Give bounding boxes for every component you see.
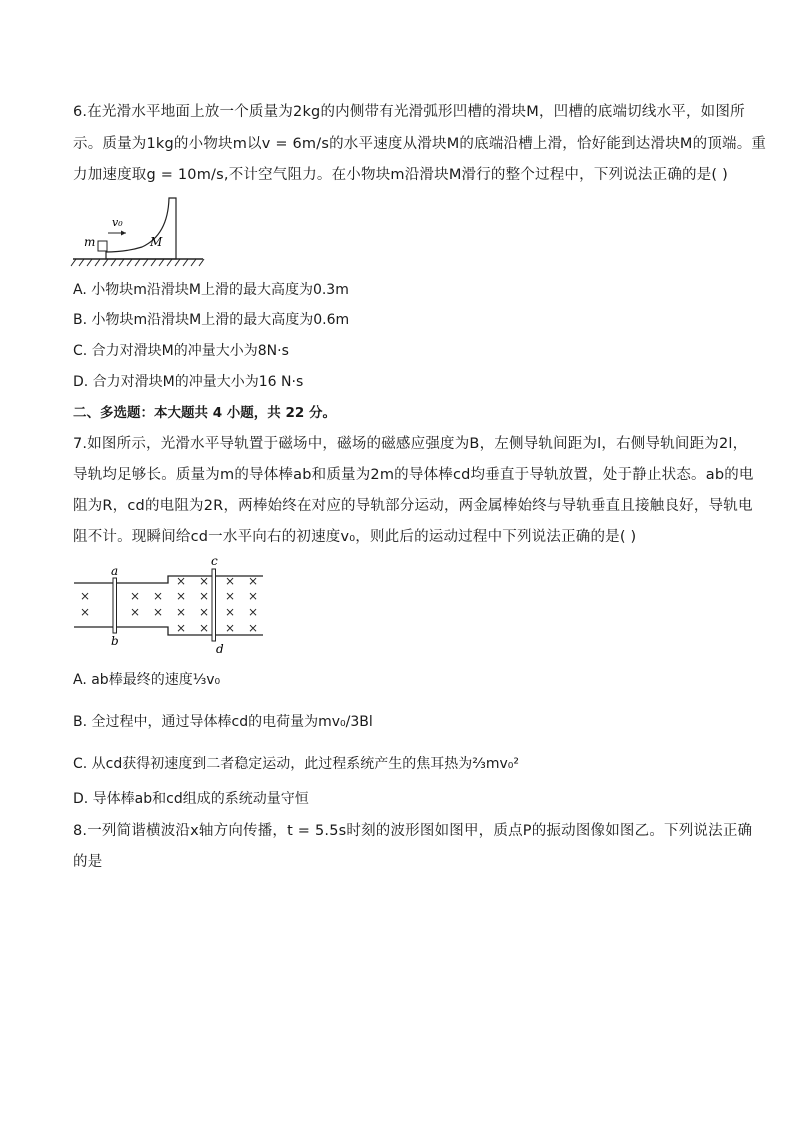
q7-option-c: C. 从cd获得初速度到二者稳定运动，此过程系统产生的焦耳热为⅔mv₀² — [73, 756, 519, 772]
q7-figure — [68, 552, 268, 658]
q7-rod-cd — [212, 569, 216, 641]
svg-text:×: × — [176, 621, 187, 635]
svg-text:×: × — [248, 589, 259, 603]
svg-text:×: × — [225, 605, 236, 619]
q6-label-M: M — [150, 235, 163, 249]
svg-text:×: × — [80, 589, 91, 603]
q7-label-a: a — [111, 564, 119, 578]
svg-text:×: × — [153, 605, 164, 619]
svg-text:×: × — [225, 574, 236, 588]
svg-text:×: × — [130, 605, 141, 619]
q7-label-c: c — [211, 554, 218, 568]
svg-text:×: × — [248, 621, 259, 635]
svg-text:×: × — [225, 621, 236, 635]
q8-line-2: 的是 — [73, 854, 103, 870]
svg-text:×: × — [130, 589, 141, 603]
q6-line-2: 示。质量为1kg的小物块m以v = 6m/s的水平速度从滑块M的底端沿槽上滑，恰好能到达滑块M的顶端。重 — [73, 136, 767, 152]
svg-text:×: × — [199, 589, 210, 603]
svg-text:×: × — [248, 605, 259, 619]
svg-text:×: × — [248, 574, 259, 588]
q7-label-d: d — [216, 642, 224, 656]
q7-line-1: 7.如图所示，光滑水平导轨置于磁场中，磁场的磁感应强度为B，左侧导轨间距为l，右侧导轨间距为2l， — [73, 436, 748, 452]
svg-text:×: × — [199, 621, 210, 635]
svg-text:×: × — [199, 574, 210, 588]
q7-rod-ab — [113, 578, 117, 633]
q7-option-a: A. ab棒最终的速度⅓v₀ — [73, 672, 221, 688]
q6-option-a: A. 小物块m沿滑块M上滑的最大高度为0.3m — [73, 282, 349, 298]
q6-line-3: 力加速度取g = 10m/s,不计空气阻力。在小物块m沿滑块M滑行的整个过程中，下列说法正确的是( ) — [73, 167, 728, 183]
q8-line-1: 8.一列简谐横波沿x轴方向传播，t = 5.5s时刻的波形图如图甲，质点P的振动图像如图乙。下列说法正确 — [73, 823, 753, 839]
q7-label-b: b — [111, 634, 119, 648]
svg-text:×: × — [80, 605, 91, 619]
q7-line-2: 导轨均足够长。质量为m的导体棒ab和质量为2m的导体棒cd均垂直于导轨放置，处于静止状态。ab的电 — [73, 467, 754, 483]
q6-line-1: 6.在光滑水平地面上放一个质量为2kg的内侧带有光滑弧形凹槽的滑块M，凹槽的底端切线水平，如图所 — [73, 104, 745, 120]
svg-text:×: × — [225, 589, 236, 603]
svg-text:×: × — [176, 589, 187, 603]
q6-label-m: m — [84, 235, 96, 249]
q6-option-d: D. 合力对滑块M的冲量大小为16 N·s — [73, 374, 304, 390]
q6-figure — [68, 195, 208, 270]
q6-option-c: C. 合力对滑块M的冲量大小为8N·s — [73, 343, 289, 359]
q6-label-v0: v₀ — [112, 216, 123, 229]
svg-text:×: × — [153, 589, 164, 603]
q7-line-3: 阻为R，cd的电阻为2R，两棒始终在对应的导轨部分运动，两金属棒始终与导轨垂直且接触良好，导轨电 — [73, 498, 753, 514]
q7-option-d: D. 导体棒ab和cd组成的系统动量守恒 — [73, 791, 309, 807]
q7-line-4: 阻不计。现瞬间给cd一水平向右的初速度v₀，则此后的运动过程中下列说法正确的是( ) — [73, 529, 637, 545]
svg-text:×: × — [176, 605, 187, 619]
q6-option-b: B. 小物块m沿滑块M上滑的最大高度为0.6m — [73, 312, 350, 328]
q7-option-b: B. 全过程中，通过导体棒cd的电荷量为mv₀/3Bl — [73, 714, 373, 730]
svg-text:×: × — [199, 605, 210, 619]
svg-text:×: × — [176, 574, 187, 588]
section-heading: 二、多选题：本大题共 4 小题，共 22 分。 — [73, 405, 336, 421]
